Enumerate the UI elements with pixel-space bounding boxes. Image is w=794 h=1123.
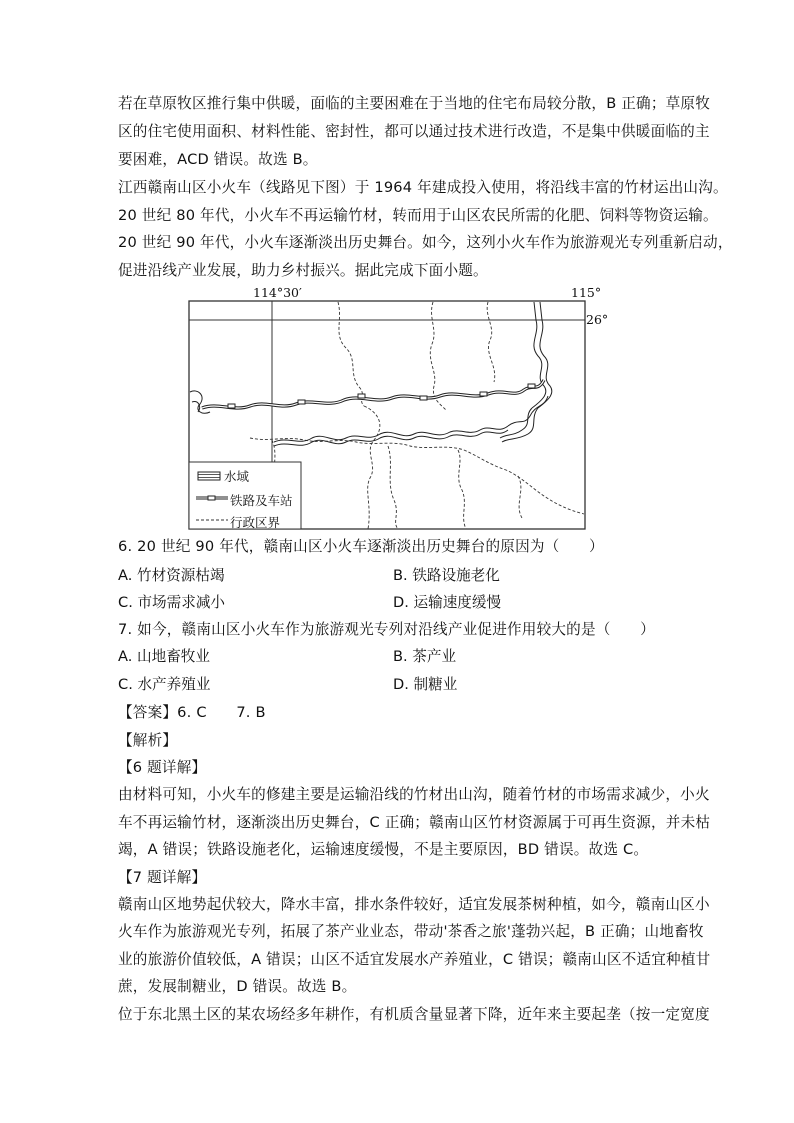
q7-detail-heading: 【7 题详解】 bbox=[118, 869, 207, 886]
legend-boundary-label: 行政区界 bbox=[230, 515, 281, 530]
q6-detail-line-3: 竭，A 错误；铁路设施老化，运输速度缓慢，不是主要原因，BD 错误。故选 C。 bbox=[118, 841, 649, 858]
q7-detail-line-1: 赣南山区地势起伏较大，降水丰富，排水条件较好，适宜发展茶树种植，如今，赣南山区小 bbox=[118, 896, 710, 913]
q6-option-d: D. 运输速度缓慢 bbox=[393, 594, 502, 611]
intro-line-2: 区的住宅使用面积、材料性能、密封性，都可以通过技术进行改造，不是集中供暖面临的主 bbox=[118, 123, 710, 140]
q6-option-b: B. 铁路设施老化 bbox=[393, 567, 500, 584]
map-lat-label: 26° bbox=[586, 312, 609, 327]
q7-detail-line-4: 蔗，发展制糖业，D 错误。故选 B。 bbox=[118, 978, 357, 995]
q6-detail-line-1: 由材料可知，小火车的修建主要是运输沿线的竹材出山沟，随着竹材的市场需求减少，小火 bbox=[118, 786, 710, 803]
q6-stem: 6. 20 世纪 90 年代，赣南山区小火车逐渐淡出历史舞台的原因为（ ） bbox=[118, 538, 604, 555]
answer-line: 【答案】6. C 7. B bbox=[118, 704, 266, 721]
q6-detail-line-2: 车不再运输竹材，逐渐淡出历史舞台，C 正确；赣南山区竹材资源属于可再生资源，并未枯 bbox=[118, 814, 711, 831]
material-line-4: 促进沿线产业发展，助力乡村振兴。据此完成下面小题。 bbox=[118, 262, 488, 279]
legend-railway-label: 铁路及车站 bbox=[230, 493, 293, 508]
material-line-3: 20 世纪 90 年代，小火车逐渐淡出历史舞台。如今，这列小火车作为旅游观光专列重新启动， bbox=[118, 234, 733, 251]
map-lon-label-2: 115° bbox=[571, 285, 602, 300]
intro-line-1: 若在草原牧区推行集中供暖，面临的主要困难在于当地的住宅布局较分散，B 正确；草原牧 bbox=[118, 95, 711, 112]
q6-option-a: A. 竹材资源枯竭 bbox=[118, 567, 225, 584]
intro-line-3: 要困难，ACD 错误。故选 B。 bbox=[118, 151, 318, 168]
q6-option-c: C. 市场需求减小 bbox=[118, 594, 226, 611]
railway-map bbox=[188, 300, 586, 530]
material-line-1: 江西赣南山区小火车（线路见下图）于 1964 年建成投入使用，将沿线丰富的竹材运出山沟。 bbox=[118, 179, 728, 196]
q7-option-d: D. 制糖业 bbox=[393, 676, 458, 693]
q6-detail-heading: 【6 题详解】 bbox=[118, 759, 207, 776]
next-question-line-1: 位于东北黑土区的某农场经多年耕作，有机质含量显著下降，近年来主要起垄（按一定宽度 bbox=[118, 1006, 710, 1023]
q7-option-b: B. 茶产业 bbox=[393, 648, 457, 665]
legend-water-label: 水域 bbox=[224, 469, 250, 484]
q7-option-c: C. 水产养殖业 bbox=[118, 676, 211, 693]
q7-stem: 7. 如今，赣南山区小火车作为旅游观光专列对沿线产业促进作用较大的是（ ） bbox=[118, 621, 655, 638]
q7-option-a: A. 山地畜牧业 bbox=[118, 648, 210, 665]
map-lon-label-1: 114°30′ bbox=[253, 285, 302, 300]
analysis-heading: 【解析】 bbox=[118, 732, 178, 749]
q7-detail-line-2: 火车作为旅游观光专列，拓展了茶产业业态，带动'茶香之旅'蓬勃兴起，B 正确；山地畜牧 bbox=[118, 923, 704, 940]
material-line-2: 20 世纪 80 年代，小火车不再运输竹材，转而用于山区农民所需的化肥、饲料等物资运输。 bbox=[118, 207, 718, 224]
q7-detail-line-3: 业的旅游价值较低，A 错误；山区不适宜发展水产养殖业，C 错误；赣南山区不适宜种植甘 bbox=[118, 951, 711, 968]
